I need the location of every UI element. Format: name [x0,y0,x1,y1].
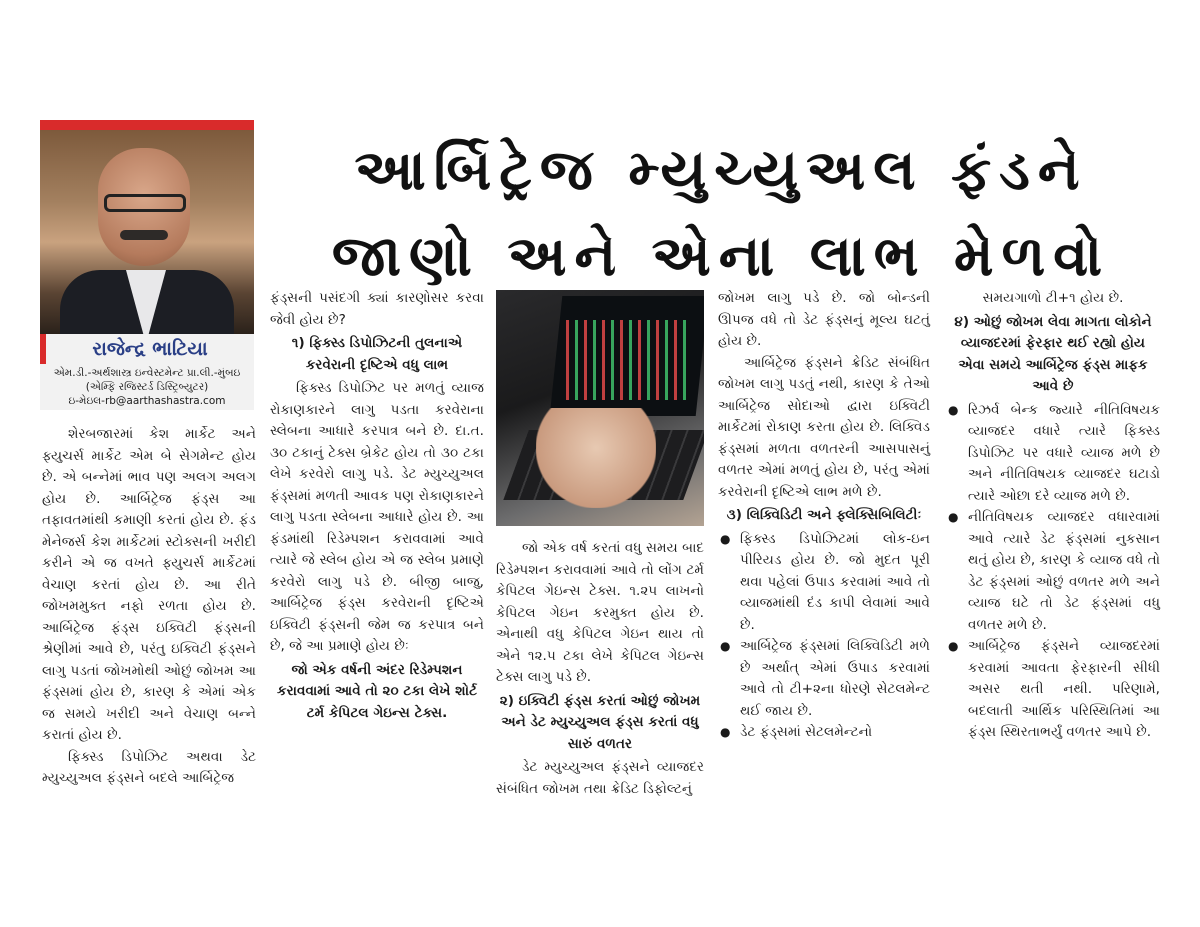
author-photo [40,120,254,334]
list-item: ● રિઝર્વ બેન્ક જ્યારે નીતિવિષયક વ્યાજદર વધારે ત્યારે ફિક્સ્ડ ડિપોઝિટ પર વધારે વ્યાજ મળે છે અને નીતિવિષયક વ્યાજદર ઘટાડો ત્યારે ઓછા દરે વ્યાજ મળે છે. [946,400,1160,508]
paragraph: સમયગાળો ટી+૧ હોય છે. [982,290,1124,306]
author-name-bar [40,334,254,364]
list-item: ● નીતિવિષયક વ્યાજદર વધારવામાં આવે ત્યારે ડેટ ફંડ્સમાં નુકસાન થતું હોય છે, કારણ કે વ્યાજ વધે તો ડેટ ફંડ્સમાં ઓછું વળતર મળે અને વ્યાજ ઘટે તો ડેટ ફંડ્સમાં વધુ વળતર મળે છે. [946,507,1160,636]
paragraph: ફિક્સ્ડ ડિપોઝિટ અથવા ડેટ મ્યુચ્યુઅલ ફંડ્સને બદલે આર્બિટ્રેજ [42,748,256,786]
list-item: ● ફિક્સ્ડ ડિપોઝિટમાં લોક-ઇન પીરિયડ હોય છે. જો મુદત પૂરી થવા પહેલાં ઉપાડ કરવામાં આવે તો વ્યાજમાંથી દંડ કાપી લેવામાં આવે છે. [718,529,930,637]
paragraph: જો એક વર્ષ કરતાં વધુ સમય બાદ રિડેમ્પશન કરાવવામાં આવે તો લોંગ ટર્મ કેપિટલ ગેઇન્સ ટેક્સ. ૧.૨૫ લાખનો કેપિટલ ગેઇન કરમુક્ત હોય છે. એનાથી વધુ કેપિટલ ગેઇન થાય તો એને ૧૨.૫ ટકા લેખે કેપિટલ ગેઇન્સ ટેક્સ લાગુ પડે છે. [496,540,704,685]
paragraph: ફંડ્સની પસંદગી ક્યાં કારણોસર કરવા જેવી હોય છે? [270,290,484,328]
author-card [40,120,254,410]
article-column-5 [946,288,1160,744]
list-item: ● ડેટ ફંડ્સમાં સેટલમેન્ટનો [718,722,930,744]
author-name: રાજેન્દ્ર ભાટિયા [92,338,208,360]
subheading: ૩) લિક્વિડિટી અને ફ્લેક્સિબિલિટીઃ [726,507,922,523]
author-email: ઇ-મેઇલ-rb@aarthashastra.com [68,395,226,407]
headline-line-2: જાણો અને એના લાભ મેળવો [331,224,1111,289]
article-column-1 [42,424,256,790]
article-column-2 [270,288,484,726]
paragraph: જોખમ લાગુ પડે છે. જો બોન્ડની ઊપજ વધે તો ડેટ ફંડ્સનું મૂલ્ય ઘટતું હોય છે. [718,290,930,349]
author-designation: એમ.ડી.-અર્થશાસ્ત્ર ઇન્વેસ્ટમેન્ટ પ્રા.લી.-મુંબઇ [53,367,241,379]
author-registration: (એમ્ફિ રજિસ્ટર્ડ ડિસ્ટ્રિબ્યુટર) [85,381,209,393]
article-column-4 [718,288,930,744]
subheading: જો એક વર્ષની અંદર રિડેમ્પશન કરાવવામાં આવે તો ૨૦ ટકા લેખે શોર્ટ ટર્મ કેપિટલ ગેઇન્સ ટેક્સ. [277,661,477,721]
bullet-list [946,400,1160,744]
paragraph: શેરબજારમાં કેશ માર્કેટ અને ફ્યુચર્સ માર્કેટ એમ બે સેગમેન્ટ હોય છે. એ બન્નેમાં ભાવ પણ અલગ અલગ હોય છે. આર્બિટ્રેજ ફંડ્સ આ તફાવતમાંથી કમાણી કરતાં હોય છે. ફંડ મેનેજર્સ કેશ માર્કેટમાં સ્ટોક્સની ખરીદી કરીને એ જ વખતે ફ્યુચર્સ માર્કેટમાં વેચાણ કરતાં હોય છે. આ રીતે જોખમમુક્ત નફો રળતા હોય છે. આર્બિટ્રેજ ફંડ્સ ઇક્વિટી ફંડ્સની શ્રેણીમાં આવે છે, પરંતુ ઇક્વિટી ફંડ્સને લાગુ પડતાં જોખમોથી ઓછું જોખમ આ ફંડ્સમાં હોય છે, કારણ કે એમાં એક જ સમયે ખરીદી અને વેચાણ બન્ને કરાતાં હોય છે. [42,426,256,743]
list-item: ● આર્બિટ્રેજ ફંડ્સમાં લિક્વિડિટી મળે છે અર્થાત્ એમાં ઉપાડ કરવામાં આવે તો ટી+૨ના ધોરણે સેટલમેન્ટ થઈ જાય છે. [718,636,930,722]
paragraph: ફિક્સ્ડ ડિપોઝિટ પર મળતું વ્યાજ રોકાણકારને લાગુ પડતા કરવેરાના સ્લેબના આધારે કરપાત્ર બને છે. દા.ત. ૩૦ ટકાનું ટેક્સ બ્રેકેટ હોય તો ૩૦ ટકા લેખે કરવેરો લાગુ પડે. ડેટ મ્યુચ્યુઅલ ફંડ્સમાં મળતી આવક પણ રોકાણકારને લાગુ પડતા સ્લેબના આધારે હોય છે. આ ફંડમાંથી રિડેમ્પશન કરાવવામાં આવે ત્યારે જે સ્લેબ હોય એ જ સ્લેબ પ્રમાણે કરવેરો લાગુ પડે છે. બીજી બાજુ, આર્બિટ્રેજ ફંડ્સ કરવેરાની દૃષ્ટિએ ઇક્વિટી ફંડ્સની જેમ જ કરપાત્ર બને છે, જે આ પ્રમાણે હોય છેઃ [270,380,484,654]
headline-line-1: આર્બિટ્રેજ મ્યુચ્યુઅલ ફંડને [354,138,1088,203]
subheading: ૨) ઇક્વિટી ફંડ્સ કરતાં ઓછું જોખમ અને ડેટ મ્યુચ્યુઅલ ફંડ્સ કરતાં વધુ સારું વળતર [499,692,701,752]
paragraph: આર્બિટ્રેજ ફંડ્સને ક્રેડિટ સંબંધિત જોખમ લાગુ પડતું નથી, કારણ કે તેઓ આર્બિટ્રેજ સોદાઓ દ્વારા ઇક્વિટી માર્કેટમાં રોકાણ કરતા હોય છે. લિક્વિડ ફંડ્સમાં મળતા વળતરની આસપાસનું વળતર એમાં મળતું હોય છે, પરંતુ એમાં કરવેરાની દૃષ્ટિએ લાભ મળે છે. [718,354,930,500]
article-column-3 [496,538,704,800]
author-info [40,364,254,410]
subheading: ૪) ઓછું જોખમ લેવા માગતા લોકોને વ્યાજદરમાં ફેરફાર થઈ રહ્યો હોય એવા સમયે આર્બિટ્રેજ ફંડ્સ માફક આવે છે [954,313,1152,394]
list-item: ● આર્બિટ્રેજ ફંડ્સને વ્યાજદરમાં કરવામાં આવતા ફેરફારની સીધી અસર થતી નથી. પરિણામે, બદલાતી આર્થિક પરિસ્થિતિમાં આ ફંડ્સ સ્થિરતાભર્યું વળતર આપે છે. [946,636,1160,744]
article-photo-laptop [496,290,704,526]
headline [262,128,1180,300]
bullet-list [718,529,930,744]
paragraph: ડેટ મ્યુચ્યુઅલ ફંડ્સને વ્યાજદર સંબંધિત જોખમ તથા ક્રેડિટ ડિફોલ્ટનું [496,759,704,797]
subheading: ૧) ફિક્સ્ડ ડિપોઝિટની તુલનાએ કરવેરાની દૃષ્ટિએ વધુ લાભ [291,335,463,373]
